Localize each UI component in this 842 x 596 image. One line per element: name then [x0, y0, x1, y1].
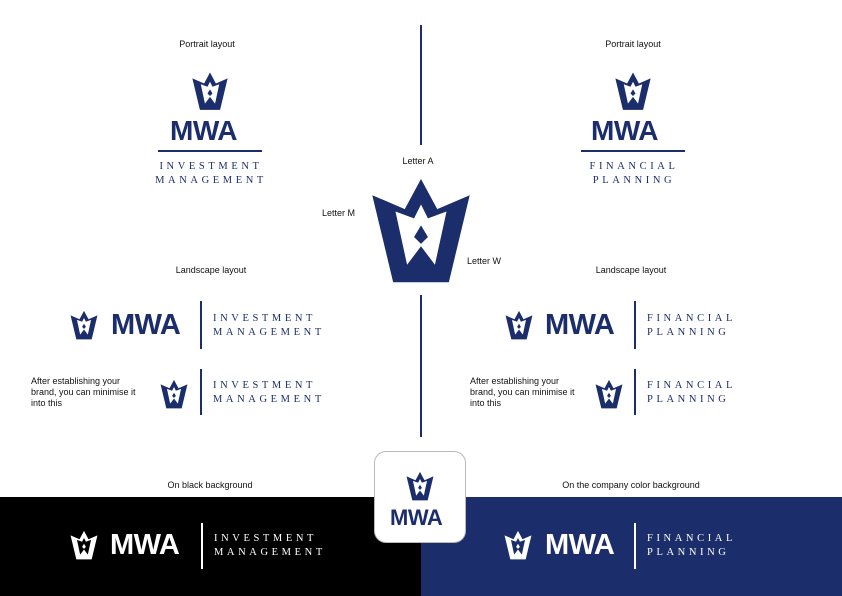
- app-icon-tile: [374, 451, 466, 543]
- portrait-layout-label-left: Portrait layout: [179, 39, 235, 49]
- minimise-note-left: After establishing your brand, you can minimise it into this: [31, 376, 136, 408]
- subtitle-line-2: MANAGEMENT: [213, 394, 325, 405]
- subtitle-line-2: MANAGEMENT: [213, 327, 325, 338]
- minimise-note-right: After establishing your brand, you can minimise it into this: [470, 376, 575, 408]
- letter-m-label: Letter M: [322, 208, 356, 218]
- brand-wordmark: MWA: [591, 115, 658, 146]
- wordmark-divider: [200, 369, 202, 415]
- letter-a-label: Letter A: [402, 156, 434, 166]
- brand-wordmark: MWA: [111, 309, 181, 341]
- black-background-panel: [0, 497, 421, 596]
- subtitle-line-1: INVESTMENT: [213, 313, 317, 324]
- wordmark-divider: [634, 301, 636, 349]
- subtitle-line-2: PLANNING: [647, 327, 730, 338]
- brand-wordmark: MWA: [545, 309, 615, 341]
- brand-wordmark: MWA: [110, 529, 180, 561]
- subtitle-line-2: PLANNING: [647, 394, 730, 405]
- center-divider-top: [420, 25, 422, 145]
- landscape-layout-label-right: Landscape layout: [595, 265, 667, 275]
- subtitle-line-1: FINANCIAL: [589, 161, 679, 172]
- company-color-panel: [421, 497, 842, 596]
- crown-icon: [501, 529, 535, 561]
- subtitle-line-1: FINANCIAL: [647, 533, 736, 544]
- crown-icon: [611, 70, 655, 112]
- wordmark-divider: [634, 369, 636, 415]
- crown-icon: [188, 70, 232, 112]
- brand-wordmark: MWA: [545, 529, 615, 561]
- subtitle-line-2: MANAGEMENT: [214, 547, 326, 558]
- subtitle-line-1: INVESTMENT: [213, 380, 317, 391]
- letter-w-label: Letter W: [467, 256, 502, 266]
- portrait-layout-label-right: Portrait layout: [605, 39, 661, 49]
- wordmark-divider: [634, 523, 636, 569]
- crown-icon: [592, 378, 626, 410]
- crown-icon: [502, 309, 536, 341]
- wordmark-divider: [201, 523, 203, 569]
- wordmark-divider: [200, 301, 202, 349]
- subtitle-line-1: FINANCIAL: [647, 313, 736, 324]
- on-company-label: On the company color background: [562, 480, 700, 490]
- subtitle-line-1: FINANCIAL: [647, 380, 736, 391]
- wordmark-underline: [581, 150, 685, 152]
- crown-large-icon: [360, 172, 482, 288]
- brand-wordmark: MWA: [170, 115, 237, 146]
- center-divider-bottom: [420, 295, 422, 437]
- subtitle-line-2: PLANNING: [647, 547, 730, 558]
- landscape-layout-label-left: Landscape layout: [175, 265, 247, 275]
- crown-icon: [67, 529, 101, 561]
- subtitle-line-2: MANAGEMENT: [155, 175, 267, 186]
- brand-wordmark: MWA: [390, 505, 443, 530]
- on-black-label: On black background: [167, 480, 253, 490]
- subtitle-line-1: INVESTMENT: [214, 533, 318, 544]
- wordmark-underline: [158, 150, 262, 152]
- crown-icon: [403, 470, 437, 502]
- crown-icon: [157, 378, 191, 410]
- subtitle-line-1: INVESTMENT: [159, 161, 263, 172]
- crown-icon: [67, 309, 101, 341]
- subtitle-line-2: PLANNING: [592, 175, 676, 186]
